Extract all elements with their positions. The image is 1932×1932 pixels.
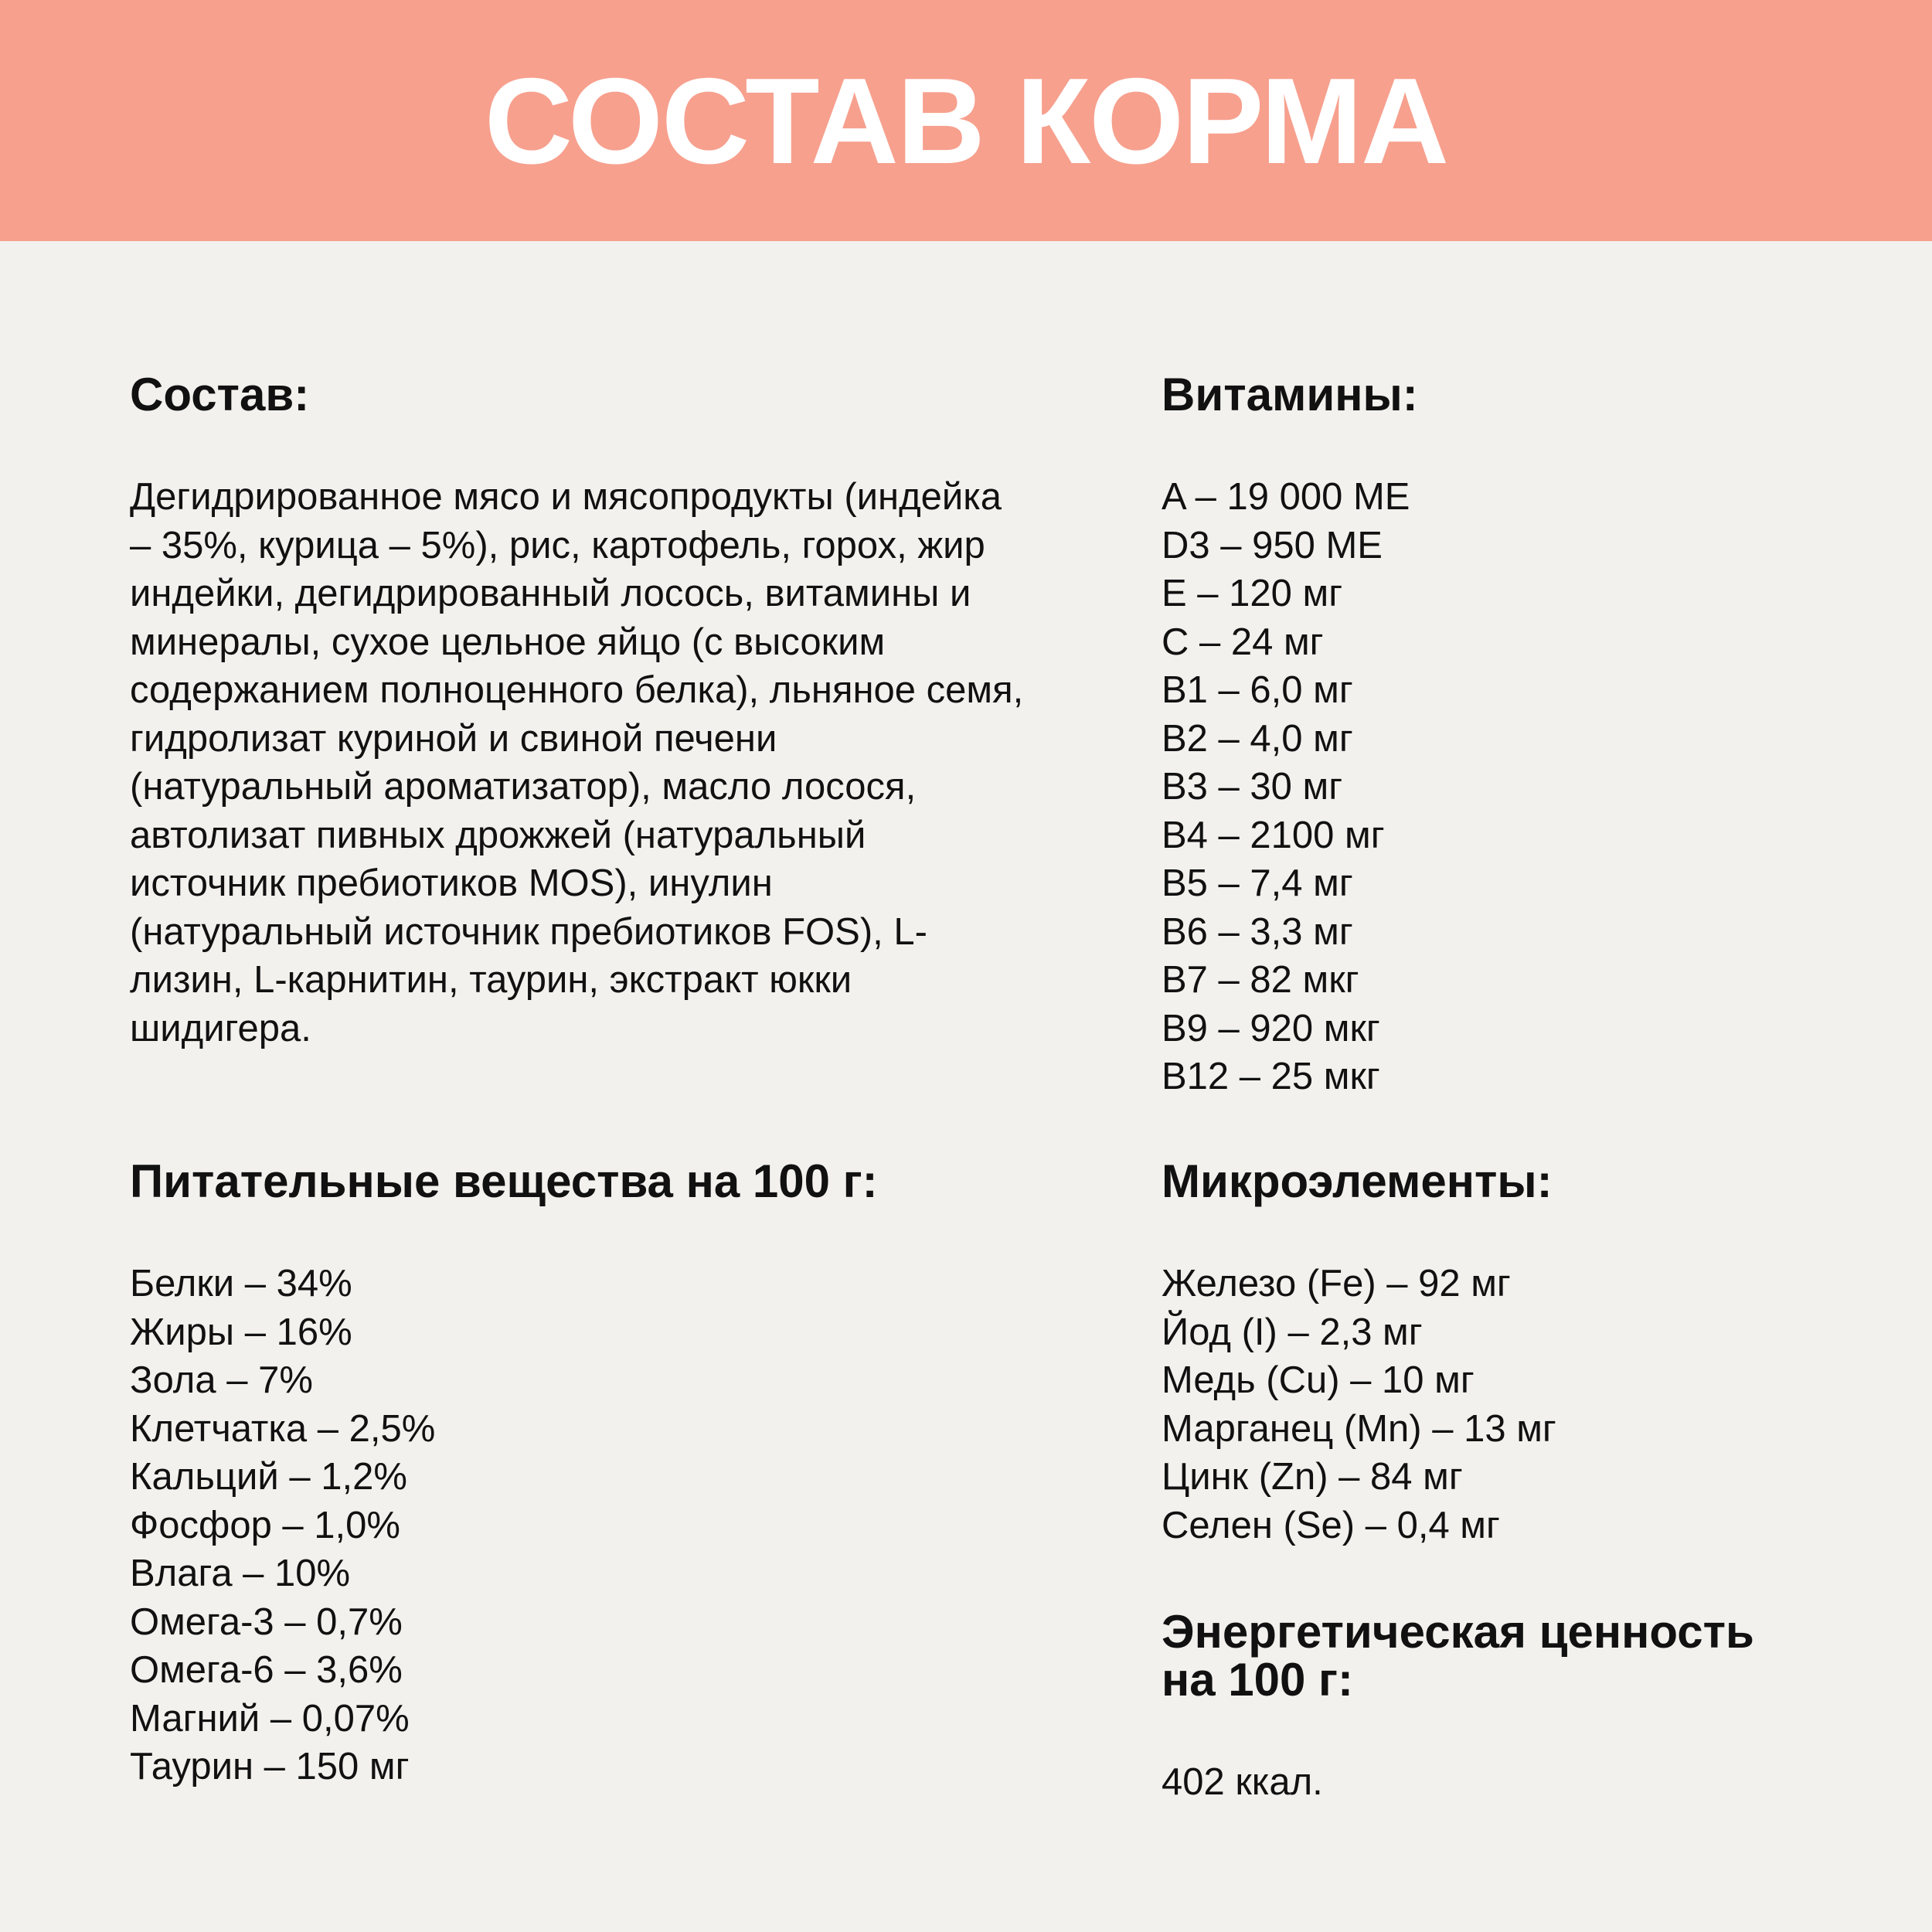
energy-heading-line1: Энергетическая ценность <box>1162 1606 1754 1658</box>
nutrient-item: Омега-6 – 3,6% <box>130 1649 403 1691</box>
composition-section <box>130 371 1057 1053</box>
microelements-heading: Микроэлементы: <box>1162 1155 1553 1207</box>
nutrient-item: Влага – 10% <box>130 1553 351 1594</box>
composition-text: Дегидрированное мясо и мясопродукты (индейка – 35%, курица – 5%), рис, картофель, горох, жир индейки, дегидрированный лосось, витамины и минералы, сухое цельное яйцо (с высоким содержанием полноценного белка), льняное семя, гидролизат куриной и свиной печени (натуральный ароматизатор), масло лосося, автолизат пивных дрожжей (натуральный источник пребиотиков MOS), инулин (натуральный источник пребиотиков FOS), L-лизин, L-карнитин, таурин, экстракт юкки шидигера. <box>130 476 1024 1049</box>
nutrient-item: Кальций – 1,2% <box>130 1456 407 1498</box>
vitamin-item: B1 – 6,0 мг <box>1162 669 1353 711</box>
vitamin-item: B4 – 2100 мг <box>1162 814 1385 856</box>
energy-value: 402 ккал. <box>1162 1761 1323 1803</box>
vitamins-section <box>1162 371 1857 1101</box>
microelement-item: Марганец (Mn) – 13 мг <box>1162 1407 1556 1450</box>
microelement-item: Железо (Fe) – 92 мг <box>1162 1263 1511 1304</box>
energy-section <box>1162 1608 1857 1807</box>
nutrients-section <box>130 1155 1096 1791</box>
vitamin-item: B6 – 3,3 мг <box>1162 910 1353 953</box>
vitamin-item: E – 120 мг <box>1162 573 1343 614</box>
nutrients-list <box>130 1260 1096 1791</box>
title-banner <box>0 0 1932 241</box>
nutrient-item: Зола – 7% <box>130 1359 313 1401</box>
energy-heading <box>1162 1608 1857 1704</box>
nutrient-item: Белки – 34% <box>130 1263 352 1304</box>
microelements-list <box>1162 1260 1857 1549</box>
page-title: СОСТАВ КОРМА <box>484 53 1448 189</box>
vitamin-item: B2 – 4,0 мг <box>1162 717 1353 760</box>
nutrient-item: Омега-3 – 0,7% <box>130 1600 403 1643</box>
vitamins-list <box>1162 473 1857 1101</box>
vitamin-item: B9 – 920 мкг <box>1162 1007 1380 1049</box>
nutrient-item: Таурин – 150 мг <box>130 1746 410 1787</box>
vitamin-item: B3 – 30 мг <box>1162 766 1343 808</box>
vitamin-item: A – 19 000 МЕ <box>1162 476 1410 518</box>
vitamin-item: B12 – 25 мкг <box>1162 1056 1380 1097</box>
nutrient-item: Фосфор – 1,0% <box>130 1504 400 1546</box>
energy-heading-line2: на 100 г: <box>1162 1654 1354 1706</box>
microelement-item: Йод (I) – 2,3 мг <box>1162 1311 1423 1353</box>
microelement-item: Медь (Cu) – 10 мг <box>1162 1359 1475 1401</box>
composition-heading: Состав: <box>130 369 310 420</box>
nutrients-heading: Питательные вещества на 100 г: <box>130 1155 878 1207</box>
vitamin-item: B7 – 82 мкг <box>1162 959 1359 1001</box>
nutrient-item: Магний – 0,07% <box>130 1697 410 1740</box>
vitamin-item: D3 – 950 МЕ <box>1162 524 1383 566</box>
vitamin-item: C – 24 мг <box>1162 621 1324 663</box>
vitamins-heading: Витамины: <box>1162 369 1418 420</box>
nutrient-item: Жиры – 16% <box>130 1311 352 1353</box>
microelements-section <box>1162 1155 1857 1549</box>
nutrient-item: Клетчатка – 2,5% <box>130 1407 436 1450</box>
vitamin-item: B5 – 7,4 мг <box>1162 862 1353 904</box>
microelement-item: Селен (Se) – 0,4 мг <box>1162 1504 1500 1546</box>
microelement-item: Цинк (Zn) – 84 мг <box>1162 1456 1463 1498</box>
